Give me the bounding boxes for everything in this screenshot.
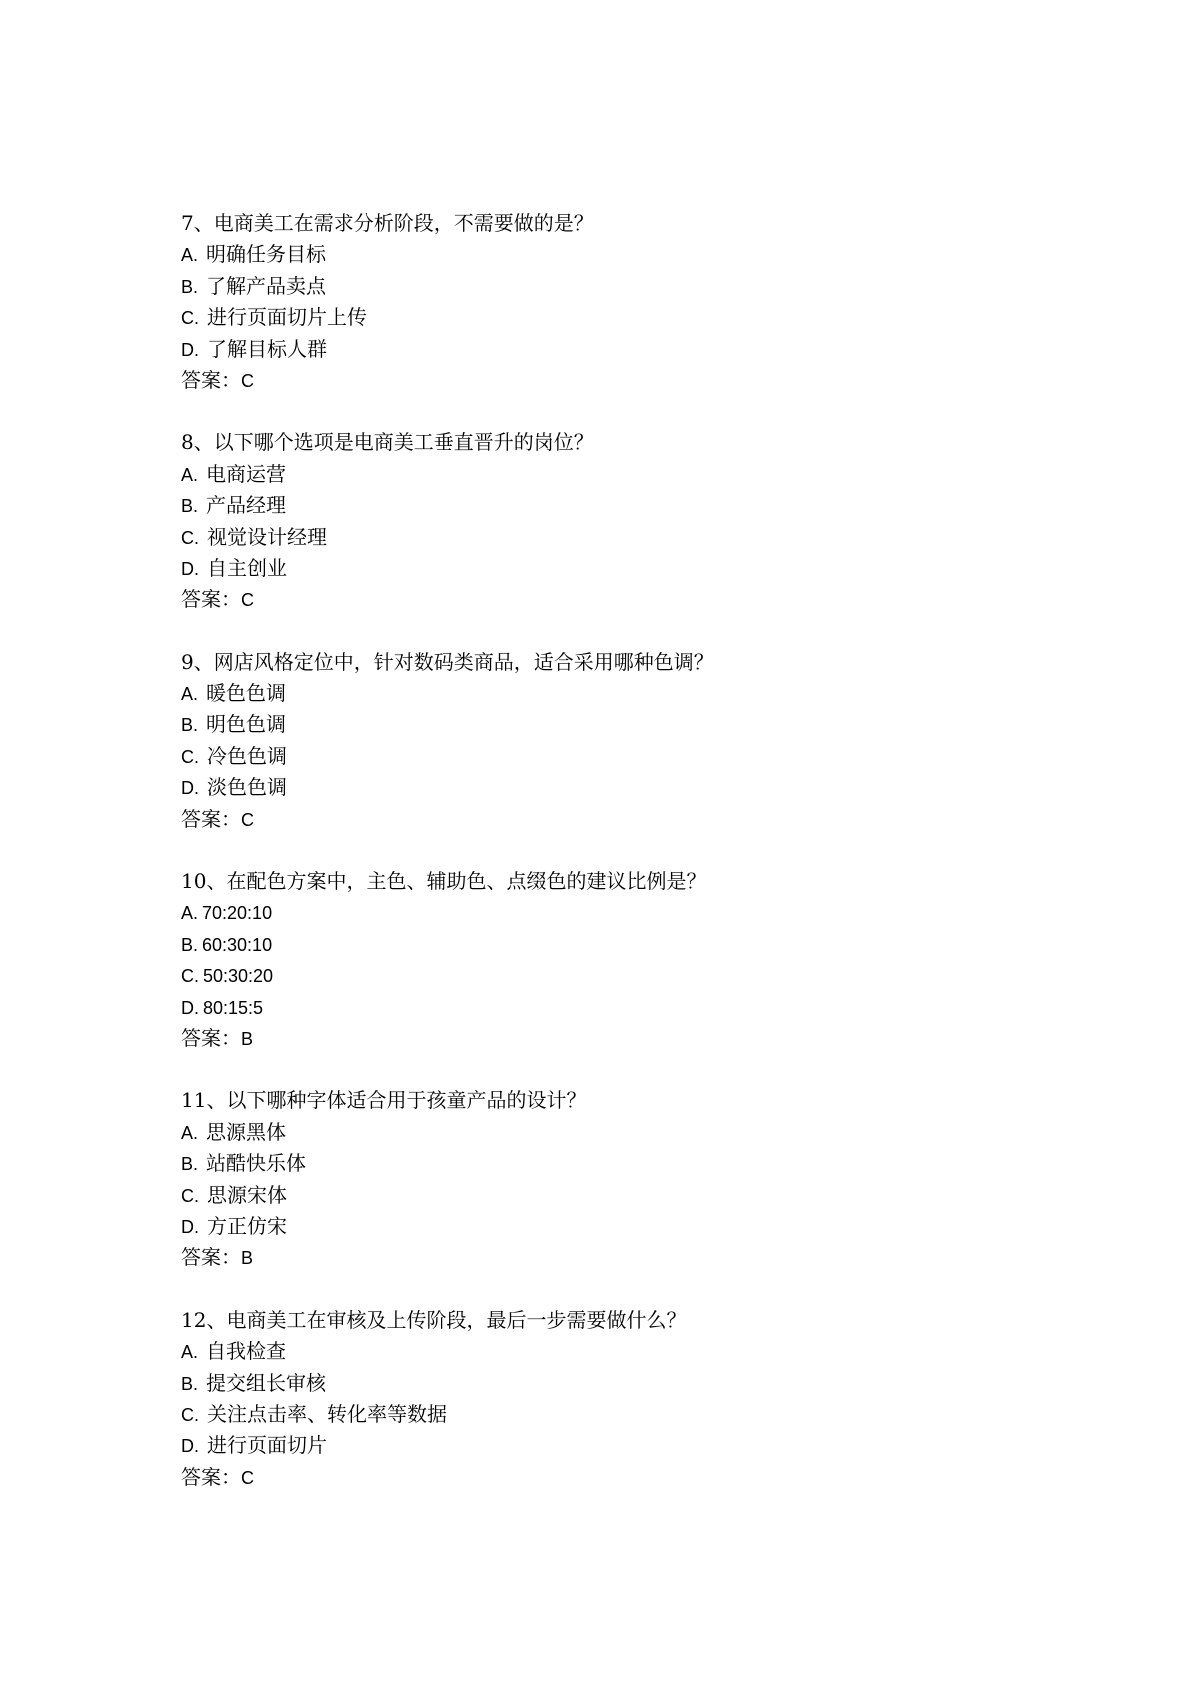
option-text: 淡色色调 [207,775,287,800]
option-c [181,741,1081,772]
option-b [181,709,1081,740]
option-d [181,553,1081,584]
option-letter: B. [181,934,199,955]
answer-line [181,1023,1081,1054]
question-11 [181,1085,1081,1273]
option-letter: C. [181,966,199,987]
question-9 [181,647,1081,835]
answer-value: C [241,370,254,391]
option-c [181,960,1081,991]
option-text: 50:30:20 [203,966,274,987]
answer-value: C [241,809,254,830]
option-text: 冷色色调 [207,743,287,768]
option-a [181,678,1081,709]
option-c [181,1180,1081,1211]
option-text: 视觉设计经理 [207,524,327,549]
option-text: 进行页面切片上传 [207,305,367,330]
answer-label: 答案： [181,806,241,831]
option-text: 站酷快乐体 [206,1151,307,1176]
option-text: 了解目标人群 [207,336,327,361]
option-c [181,522,1081,553]
option-letter: D. [181,997,199,1018]
option-text: 提交组长审核 [206,1370,327,1395]
option-text: 暖色色调 [206,681,287,706]
option-d [181,1211,1081,1242]
option-letter: C. [181,1185,199,1206]
answer-label: 答案： [181,1464,241,1489]
option-letter: C. [181,308,199,329]
answer-label: 答案： [181,367,241,392]
option-text: 方正仿宋 [207,1213,287,1238]
option-a [181,239,1081,270]
answer-line [181,1462,1081,1493]
question-title: 8、以下哪个选项是电商美工垂直晋升的岗位？ [181,430,594,455]
option-b [181,1148,1081,1179]
option-d [181,772,1081,803]
option-text: 了解产品卖点 [206,273,327,298]
option-text: 明确任务目标 [206,242,327,267]
question-list [181,208,1081,1493]
option-letter: C. [181,1404,199,1425]
question-12 [181,1305,1081,1493]
option-letter: A. [181,1342,199,1363]
option-a [181,1336,1081,1367]
answer-line [181,365,1081,396]
option-text: 关注点击率、转化率等数据 [207,1401,447,1426]
option-text: 产品经理 [206,493,287,518]
answer-line [181,804,1081,835]
question-title: 10、在配色方案中，主色、辅助色、点缀色的建议比例是？ [181,869,707,894]
option-letter: B. [181,276,199,297]
option-text: 进行页面切片 [207,1433,327,1458]
option-b [181,1368,1081,1399]
option-text: 自主创业 [207,555,287,580]
option-b [181,490,1081,521]
option-letter: D. [181,339,199,360]
answer-label: 答案： [181,1025,241,1050]
option-letter: B. [181,496,199,517]
option-letter: A. [181,1122,199,1143]
option-letter: C. [181,746,199,767]
option-text: 电商运营 [206,461,287,486]
option-text: 自我检查 [206,1339,287,1364]
option-d [181,334,1081,365]
question-title: 11、以下哪种字体适合用于孩童产品的设计？ [181,1088,587,1113]
option-a [181,459,1081,490]
option-letter: D. [181,558,199,579]
answer-line [181,1242,1081,1273]
option-letter: D. [181,778,199,799]
answer-value: C [241,1467,254,1488]
option-text: 明色色调 [206,712,287,737]
option-b [181,271,1081,302]
question-10 [181,866,1081,1054]
option-c [181,1399,1081,1430]
option-text: 70:20:10 [202,903,273,924]
option-letter: A. [181,245,199,266]
option-text: 思源宋体 [207,1182,287,1207]
option-letter: D. [181,1436,199,1457]
answer-line [181,584,1081,615]
option-a [181,897,1081,928]
option-text: 思源黑体 [206,1119,287,1144]
question-title: 9、网店风格定位中，针对数码类商品，适合采用哪种色调？ [181,649,714,674]
question-title: 12、电商美工在审核及上传阶段，最后一步需要做什么？ [181,1307,687,1332]
option-letter: B. [181,1373,199,1394]
option-text: 60:30:10 [202,934,273,955]
option-d [181,992,1081,1023]
option-letter: C. [181,527,199,548]
option-text: 80:15:5 [203,997,264,1018]
option-d [181,1430,1081,1461]
answer-label: 答案： [181,1245,241,1270]
option-c [181,302,1081,333]
option-b [181,929,1081,960]
option-letter: B. [181,715,199,736]
option-a [181,1117,1081,1148]
answer-label: 答案： [181,587,241,612]
answer-value: B [241,1028,254,1049]
option-letter: B. [181,1154,199,1175]
question-8 [181,427,1081,615]
question-7 [181,208,1081,396]
option-letter: D. [181,1216,199,1237]
answer-value: C [241,590,254,611]
option-letter: A. [181,464,199,485]
answer-value: B [241,1248,254,1269]
question-title: 7、电商美工在需求分析阶段，不需要做的是？ [181,211,594,235]
option-letter: A. [181,903,199,924]
option-letter: A. [181,684,199,705]
